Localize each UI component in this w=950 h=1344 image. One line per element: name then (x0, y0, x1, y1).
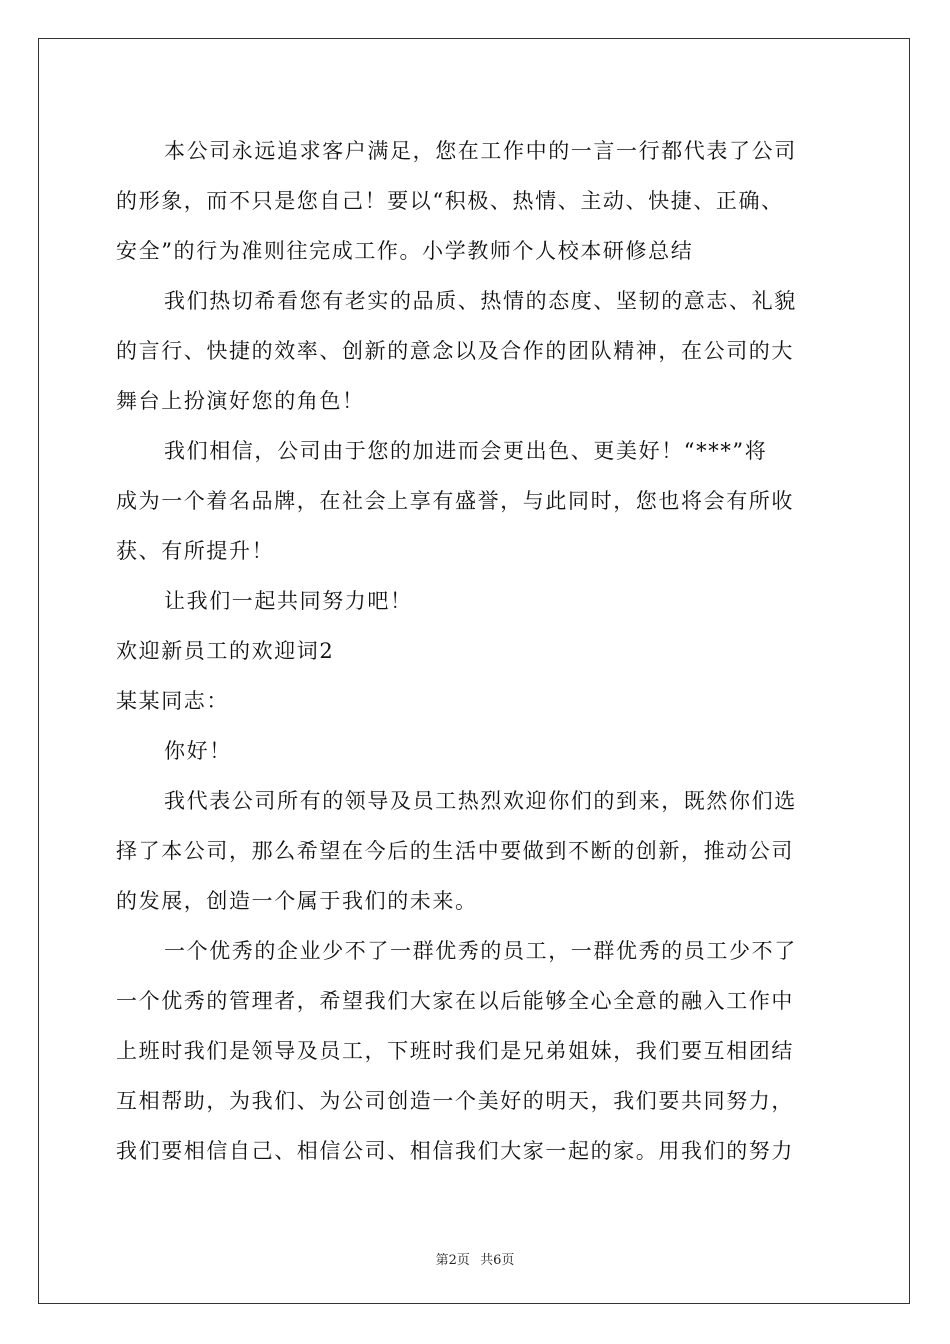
text-line: 互相帮助，为我们、为公司创造一个美好的明天，我们要共同努力， (116, 1089, 794, 1113)
text-line: 的言行、快捷的效率、创新的意念以及合作的团队精神，在公司的大 (116, 339, 794, 363)
section-heading: 欢迎新员工的欢迎词2 (116, 639, 335, 663)
text-line: 一个优秀的企业少不了一群优秀的员工，一群优秀的员工少不了 (164, 939, 797, 963)
text-line: 的发展，创造一个属于我们的未来。 (116, 889, 478, 913)
text-line: 上班时我们是领导及员工，下班时我们是兄弟姐妹，我们要互相团结 (116, 1039, 794, 1063)
text-line: 我们要相信自己、相信公司、相信我们大家一起的家。用我们的努力 (116, 1139, 794, 1163)
page-footer (0, 1249, 950, 1268)
text-line: 成为一个着名品牌，在社会上享有盛誉，与此同时，您也将会有所收 (116, 489, 794, 513)
document-body (116, 126, 836, 1176)
text-line: 择了本公司，那么希望在今后的生活中要做到不断的创新，推动公司 (116, 839, 794, 863)
page-total: 共6页 (480, 1253, 515, 1268)
text-line: 舞台上扮演好您的角色！ (116, 389, 365, 413)
text-line: 让我们一起共同努力吧！ (164, 589, 413, 613)
text-line: 我们热切希看您有老实的品质、热情的态度、坚韧的意志、礼貌 (164, 289, 797, 313)
salutation: 某某同志： (116, 689, 229, 713)
greeting: 你好！ (164, 739, 232, 763)
text-line: 我代表公司所有的领导及员工热烈欢迎你们的到来，既然你们选 (164, 789, 797, 813)
text-line: 本公司永远追求客户满足，您在工作中的一言一行都代表了公司 (164, 139, 797, 163)
text-line: 一个优秀的管理者，希望我们大家在以后能够全心全意的融入工作中 (116, 989, 794, 1013)
text-line: 的形象，而不只是您自己！要以“积极、热情、主动、快捷、正确、 (116, 189, 784, 213)
text-line: 我们相信，公司由于您的加进而会更出色、更美好！“***”将 (164, 439, 768, 463)
text-line: 安全”的行为准则往完成工作。小学教师个人校本研修总结 (116, 239, 694, 263)
text-line: 获、有所提升！ (116, 539, 275, 563)
page-number: 第2页 (435, 1253, 470, 1268)
